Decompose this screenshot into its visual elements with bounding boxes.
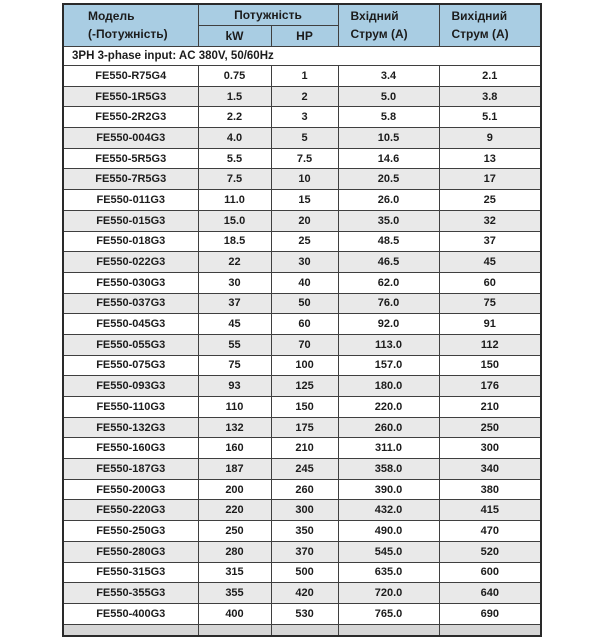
col-header-input-current — [338, 4, 439, 47]
kw-cell: 132 — [198, 417, 271, 438]
model-cell: FE550-5R5G3 — [63, 148, 198, 169]
hp-cell: 3 — [271, 107, 338, 128]
inverter-spec-table — [62, 3, 542, 637]
table-row — [63, 169, 541, 190]
model-cell: FE550-200G3 — [63, 479, 198, 500]
col-header-model-line2: (-Потужність) — [88, 26, 168, 41]
model-cell: FE550-250G3 — [63, 521, 198, 542]
model-cell: FE550-355G3 — [63, 583, 198, 604]
kw-cell: 45 — [198, 314, 271, 335]
input-current-cell: 157.0 — [338, 355, 439, 376]
input-current-cell: 432.0 — [338, 500, 439, 521]
table-body — [63, 66, 541, 625]
output-current-cell: 300 — [439, 438, 541, 459]
output-current-cell: 45 — [439, 252, 541, 273]
input-current-cell: 635.0 — [338, 562, 439, 583]
table-row — [63, 314, 541, 335]
input-current-cell: 390.0 — [338, 479, 439, 500]
hp-cell: 210 — [271, 438, 338, 459]
table-row-partial — [63, 624, 541, 636]
hp-cell: 150 — [271, 397, 338, 418]
table-row — [63, 521, 541, 542]
model-cell: FE550-280G3 — [63, 541, 198, 562]
input-current-cell: 113.0 — [338, 334, 439, 355]
header-row-top — [63, 4, 541, 26]
col-header-model — [63, 4, 198, 47]
kw-cell: 11.0 — [198, 190, 271, 211]
hp-cell: 245 — [271, 459, 338, 480]
table-row — [63, 86, 541, 107]
output-current-cell: 3.8 — [439, 86, 541, 107]
col-header-power: Потужність — [198, 4, 338, 26]
model-cell: FE550-R75G4 — [63, 66, 198, 87]
hp-cell: 175 — [271, 417, 338, 438]
output-current-cell: 210 — [439, 397, 541, 418]
kw-cell: 187 — [198, 459, 271, 480]
hp-cell: 1 — [271, 66, 338, 87]
hp-cell: 530 — [271, 603, 338, 624]
table-header — [63, 4, 541, 47]
kw-cell: 2.2 — [198, 107, 271, 128]
output-current-cell: 32 — [439, 210, 541, 231]
input-current-cell: 545.0 — [338, 541, 439, 562]
input-current-cell: 220.0 — [338, 397, 439, 418]
output-current-cell: 176 — [439, 376, 541, 397]
table-row — [63, 397, 541, 418]
hp-cell: 50 — [271, 293, 338, 314]
output-current-cell: 340 — [439, 459, 541, 480]
table-row — [63, 66, 541, 87]
col-header-model-line1: Модель — [88, 9, 135, 24]
input-current-cell: 5.8 — [338, 107, 439, 128]
output-current-cell: 520 — [439, 541, 541, 562]
input-current-cell: 3.4 — [338, 66, 439, 87]
input-current-cell: 46.5 — [338, 252, 439, 273]
col-header-hp: HP — [271, 26, 338, 47]
output-current-cell: 150 — [439, 355, 541, 376]
output-current-cell: 600 — [439, 562, 541, 583]
input-current-cell: 260.0 — [338, 417, 439, 438]
input-current-cell: 765.0 — [338, 603, 439, 624]
input-current-cell: 48.5 — [338, 231, 439, 252]
input-current-cell: 180.0 — [338, 376, 439, 397]
kw-cell: 93 — [198, 376, 271, 397]
kw-cell: 75 — [198, 355, 271, 376]
hp-cell: 2 — [271, 86, 338, 107]
input-current-cell: 14.6 — [338, 148, 439, 169]
hp-cell: 125 — [271, 376, 338, 397]
hp-cell: 70 — [271, 334, 338, 355]
kw-cell: 30 — [198, 272, 271, 293]
output-current-cell: 9 — [439, 128, 541, 149]
output-current-cell: 470 — [439, 521, 541, 542]
model-cell: FE550-1R5G3 — [63, 86, 198, 107]
hp-cell: 10 — [271, 169, 338, 190]
col-header-output-current — [439, 4, 541, 47]
table-row — [63, 583, 541, 604]
input-current-cell: 62.0 — [338, 272, 439, 293]
output-current-cell: 60 — [439, 272, 541, 293]
kw-cell: 7.5 — [198, 169, 271, 190]
table-row — [63, 479, 541, 500]
kw-cell: 15.0 — [198, 210, 271, 231]
table-row — [63, 210, 541, 231]
hp-cell: 350 — [271, 521, 338, 542]
model-cell: FE550-315G3 — [63, 562, 198, 583]
kw-cell: 5.5 — [198, 148, 271, 169]
output-current-cell: 13 — [439, 148, 541, 169]
hp-cell: 15 — [271, 190, 338, 211]
kw-cell: 355 — [198, 583, 271, 604]
model-cell: FE550-015G3 — [63, 210, 198, 231]
kw-cell: 400 — [198, 603, 271, 624]
hp-cell: 500 — [271, 562, 338, 583]
kw-cell: 280 — [198, 541, 271, 562]
model-cell: FE550-004G3 — [63, 128, 198, 149]
table-row — [63, 107, 541, 128]
table-row — [63, 231, 541, 252]
model-cell: FE550-160G3 — [63, 438, 198, 459]
table-row — [63, 334, 541, 355]
kw-cell: 37 — [198, 293, 271, 314]
model-cell: FE550-132G3 — [63, 417, 198, 438]
hp-cell: 5 — [271, 128, 338, 149]
model-cell: FE550-220G3 — [63, 500, 198, 521]
table-row — [63, 376, 541, 397]
model-cell: FE550-110G3 — [63, 397, 198, 418]
output-current-cell: 17 — [439, 169, 541, 190]
hp-cell: 300 — [271, 500, 338, 521]
output-current-cell: 250 — [439, 417, 541, 438]
table-row — [63, 355, 541, 376]
model-cell: FE550-093G3 — [63, 376, 198, 397]
kw-cell: 110 — [198, 397, 271, 418]
col-header-output-line2: Струм (А) — [451, 26, 509, 41]
model-cell: FE550-037G3 — [63, 293, 198, 314]
input-current-cell: 92.0 — [338, 314, 439, 335]
kw-cell: 55 — [198, 334, 271, 355]
output-current-cell: 75 — [439, 293, 541, 314]
input-current-cell: 26.0 — [338, 190, 439, 211]
input-current-cell: 10.5 — [338, 128, 439, 149]
input-current-cell: 720.0 — [338, 583, 439, 604]
model-cell: FE550-018G3 — [63, 231, 198, 252]
output-current-cell: 37 — [439, 231, 541, 252]
output-current-cell: 2.1 — [439, 66, 541, 87]
hp-cell: 60 — [271, 314, 338, 335]
kw-cell: 0.75 — [198, 66, 271, 87]
hp-cell: 25 — [271, 231, 338, 252]
model-cell: FE550-7R5G3 — [63, 169, 198, 190]
model-cell: FE550-022G3 — [63, 252, 198, 273]
input-current-cell: 490.0 — [338, 521, 439, 542]
col-header-input-line1: Вхідний — [350, 9, 399, 24]
model-cell: FE550-030G3 — [63, 272, 198, 293]
output-current-cell: 5.1 — [439, 107, 541, 128]
output-current-cell: 91 — [439, 314, 541, 335]
table-row — [63, 417, 541, 438]
table-row — [63, 148, 541, 169]
hp-cell: 370 — [271, 541, 338, 562]
input-current-cell: 76.0 — [338, 293, 439, 314]
output-current-cell: 415 — [439, 500, 541, 521]
hp-cell: 7.5 — [271, 148, 338, 169]
model-cell: FE550-055G3 — [63, 334, 198, 355]
hp-cell: 30 — [271, 252, 338, 273]
input-current-cell: 20.5 — [338, 169, 439, 190]
model-cell: FE550-2R2G3 — [63, 107, 198, 128]
col-header-input-line2: Струм (А) — [350, 26, 408, 41]
table-row — [63, 459, 541, 480]
col-header-kw: kW — [198, 26, 271, 47]
hp-cell: 260 — [271, 479, 338, 500]
model-cell: FE550-045G3 — [63, 314, 198, 335]
output-current-cell: 380 — [439, 479, 541, 500]
section-note-row — [63, 47, 541, 66]
input-current-cell: 35.0 — [338, 210, 439, 231]
partial-next-row — [63, 624, 541, 636]
output-current-cell: 640 — [439, 583, 541, 604]
output-current-cell: 112 — [439, 334, 541, 355]
hp-cell: 40 — [271, 272, 338, 293]
table-row — [63, 252, 541, 273]
output-current-cell: 690 — [439, 603, 541, 624]
table-row — [63, 603, 541, 624]
kw-cell: 4.0 — [198, 128, 271, 149]
kw-cell: 160 — [198, 438, 271, 459]
model-cell: FE550-075G3 — [63, 355, 198, 376]
kw-cell: 200 — [198, 479, 271, 500]
table-row — [63, 128, 541, 149]
model-cell: FE550-400G3 — [63, 603, 198, 624]
kw-cell: 22 — [198, 252, 271, 273]
section-note: 3PH 3-phase input: AC 380V, 50/60Hz — [63, 47, 541, 66]
input-current-cell: 311.0 — [338, 438, 439, 459]
table-row — [63, 562, 541, 583]
table-row — [63, 190, 541, 211]
section-note-body — [63, 47, 541, 66]
kw-cell: 18.5 — [198, 231, 271, 252]
kw-cell: 315 — [198, 562, 271, 583]
table-row — [63, 272, 541, 293]
table-row — [63, 541, 541, 562]
hp-cell: 20 — [271, 210, 338, 231]
input-current-cell: 5.0 — [338, 86, 439, 107]
kw-cell: 1.5 — [198, 86, 271, 107]
output-current-cell: 25 — [439, 190, 541, 211]
table-row — [63, 293, 541, 314]
kw-cell: 220 — [198, 500, 271, 521]
model-cell: FE550-011G3 — [63, 190, 198, 211]
model-cell: FE550-187G3 — [63, 459, 198, 480]
input-current-cell: 358.0 — [338, 459, 439, 480]
hp-cell: 420 — [271, 583, 338, 604]
kw-cell: 250 — [198, 521, 271, 542]
col-header-output-line1: Вихідний — [451, 9, 508, 24]
table-row — [63, 500, 541, 521]
table-row — [63, 438, 541, 459]
hp-cell: 100 — [271, 355, 338, 376]
